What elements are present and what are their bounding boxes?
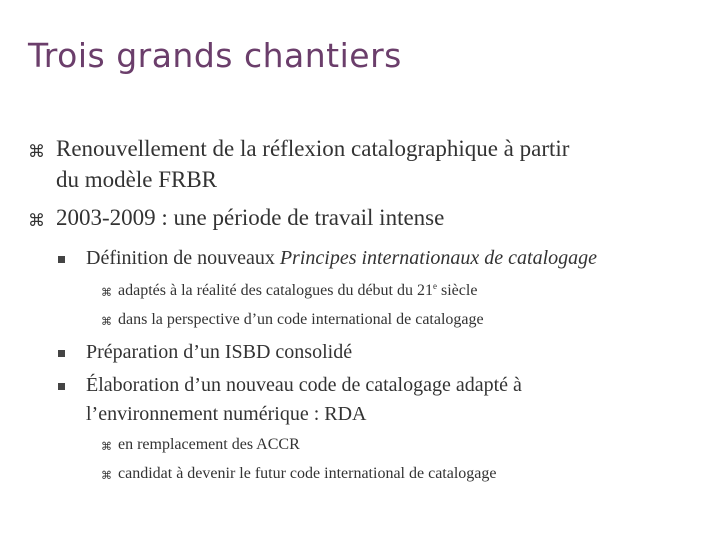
command-bullet-icon: ⌘ — [28, 211, 45, 231]
sub-bullet-text: Élaboration d’un nouveau code de catalogage adapté à — [86, 374, 522, 396]
sub-sub-bullet-end: siècle — [437, 282, 478, 299]
command-bullet-icon: ⌘ — [28, 142, 45, 162]
sub-bullet-text: Préparation d’un ISBD consolidé — [86, 341, 353, 363]
sub-sub-bullet-main: adaptés à la réalité des catalogues du début du 21 — [118, 282, 433, 299]
superscript: e — [433, 281, 437, 291]
command-bullet-icon: ⌘ — [101, 286, 112, 299]
sub-bullet-text — [86, 247, 597, 270]
bullet-text: Renouvellement de la réflexion catalographique à partir — [56, 136, 570, 161]
sub-sub-bullet-text: dans la perspective d’un code international de catalogage — [118, 311, 484, 328]
sub-sub-bullet-text — [118, 282, 477, 300]
command-bullet-icon: ⌘ — [101, 315, 112, 328]
sub-sub-bullet-text: en remplacement des ACCR — [118, 436, 300, 453]
square-bullet-icon — [58, 383, 65, 390]
square-bullet-icon — [58, 350, 65, 357]
bullet-text: 2003-2009 : une période de travail intense — [56, 205, 445, 230]
square-bullet-icon — [58, 256, 65, 263]
slide-title: Trois grands chantiers — [28, 36, 402, 75]
sub-bullet-text-continuation: l’environnement numérique : RDA — [86, 403, 367, 425]
sub-bullet-italic: Principes internationaux de catalogage — [279, 247, 598, 269]
sub-sub-bullet-text: candidat à devenir le futur code international de catalogage — [118, 465, 497, 482]
command-bullet-icon: ⌘ — [101, 469, 112, 482]
command-bullet-icon: ⌘ — [101, 440, 112, 453]
sub-bullet-prefix: Définition de nouveaux — [86, 247, 280, 269]
bullet-text-continuation: du modèle FRBR — [56, 167, 218, 192]
